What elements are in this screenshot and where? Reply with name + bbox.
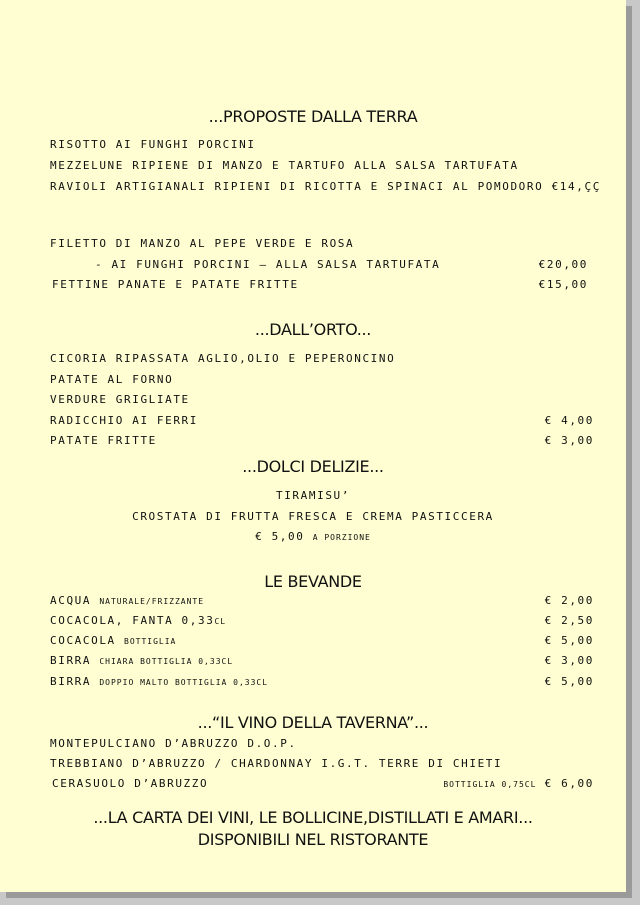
menu-item: RISOTTO AI FUNGHI PORCINI (50, 138, 256, 151)
price: € 5,00 (544, 634, 594, 647)
menu-item: RAVIOLI ARTIGIANALI RIPIENI DI RICOTTA E SPINACI AL POMODORO €14,ÇÇ (50, 180, 601, 193)
price: € 3,00 (544, 434, 594, 447)
wine-item: TREBBIANO D’ABRUZZO / CHARDONNAY I.G.T. TERRE DI CHIETI (50, 757, 503, 770)
section-title-dolci: ...DOLCI DELIZIE... (242, 457, 384, 476)
item-label: FETTINE PANATE E PATATE FRITTE (52, 278, 299, 291)
variant-label: - AI FUNGHI PORCINI – ALLA SALSA TARTUFATA (95, 258, 441, 271)
menu-item: MEZZELUNE RIPIENE DI MANZO E TARTUFO ALLA SALSA TARTUFATA (50, 159, 519, 172)
menu-item (50, 393, 594, 406)
price: € 5,00 (544, 675, 594, 688)
drink-item (50, 614, 594, 627)
item-detail: NATURALE/FRIZZANTE (99, 597, 205, 606)
dessert-price (0, 530, 626, 543)
wine-item (52, 777, 594, 790)
menu-item (50, 414, 594, 427)
price: €20,00 (538, 258, 588, 271)
drink-item (50, 594, 594, 607)
menu-item (50, 434, 594, 447)
price-suffix: A PORZIONE (312, 533, 371, 542)
drink-item (50, 675, 594, 688)
item-detail: BOTTIGLIA 0,75CL (443, 780, 537, 789)
menu-item (50, 352, 594, 365)
menu-item (50, 373, 594, 386)
item-label: COCACOLA, FANTA 0,33 (50, 614, 215, 627)
item-detail: CHIARA BOTTIGLIA 0,33CL (99, 657, 234, 666)
section-title-vino: ...“IL VINO DELLA TAVERNA”... (197, 713, 429, 732)
price: € 5,00 (255, 530, 305, 543)
price-group (443, 777, 594, 790)
section-title-terra: ...PROPOSTE DALLA TERRA (208, 107, 418, 126)
footer-line-1: ...LA CARTA DEI VINI, LE BOLLICINE,DISTILLATI E AMARI... (93, 808, 533, 827)
price: € 6,00 (544, 777, 594, 790)
wine-item: MONTEPULCIANO D’ABRUZZO D.O.P. (50, 737, 297, 750)
dessert-item: CROSTATA DI FRUTTA FRESCA E CREMA PASTICCERA (132, 510, 494, 523)
item-detail: CL (214, 617, 227, 626)
section-title-orto: ...DALL’ORTO... (254, 320, 372, 339)
item-label: ACQUA (50, 594, 92, 607)
drink-item (50, 634, 594, 647)
price: €15,00 (538, 278, 588, 291)
dessert-item: TIRAMISU’ (275, 489, 350, 502)
price: € 3,00 (544, 654, 594, 667)
item-label: BIRRA (50, 675, 92, 688)
item-label: BIRRA (50, 654, 92, 667)
section-title-bevande: LE BEVANDE (264, 572, 362, 591)
item-detail: BOTTIGLIA (124, 637, 177, 646)
drink-item (50, 654, 594, 667)
item-label: PATATE AL FORNO (50, 373, 174, 386)
menu-item-fettine (52, 278, 588, 291)
price: € 2,50 (544, 614, 594, 627)
item-label: COCACOLA (50, 634, 116, 647)
item-label: CERASUOLO D’ABRUZZO (52, 777, 209, 790)
item-label: CICORIA RIPASSATA AGLIO,OLIO E PEPERONCINO (50, 352, 396, 365)
item-detail: DOPPIO MALTO BOTTIGLIA 0,33CL (99, 678, 269, 687)
item-label: PATATE FRITTE (50, 434, 157, 447)
menu-item-filetto: FILETTO DI MANZO AL PEPE VERDE E ROSA (50, 237, 355, 250)
price: € 4,00 (544, 414, 594, 427)
item-label: RADICCHIO AI FERRI (50, 414, 199, 427)
price: € 2,00 (544, 594, 594, 607)
footer-line-2: DISPONIBILI NEL RISTORANTE (197, 830, 429, 849)
item-label: VERDURE GRIGLIATE (50, 393, 190, 406)
menu-item-filetto-variant (95, 258, 588, 271)
